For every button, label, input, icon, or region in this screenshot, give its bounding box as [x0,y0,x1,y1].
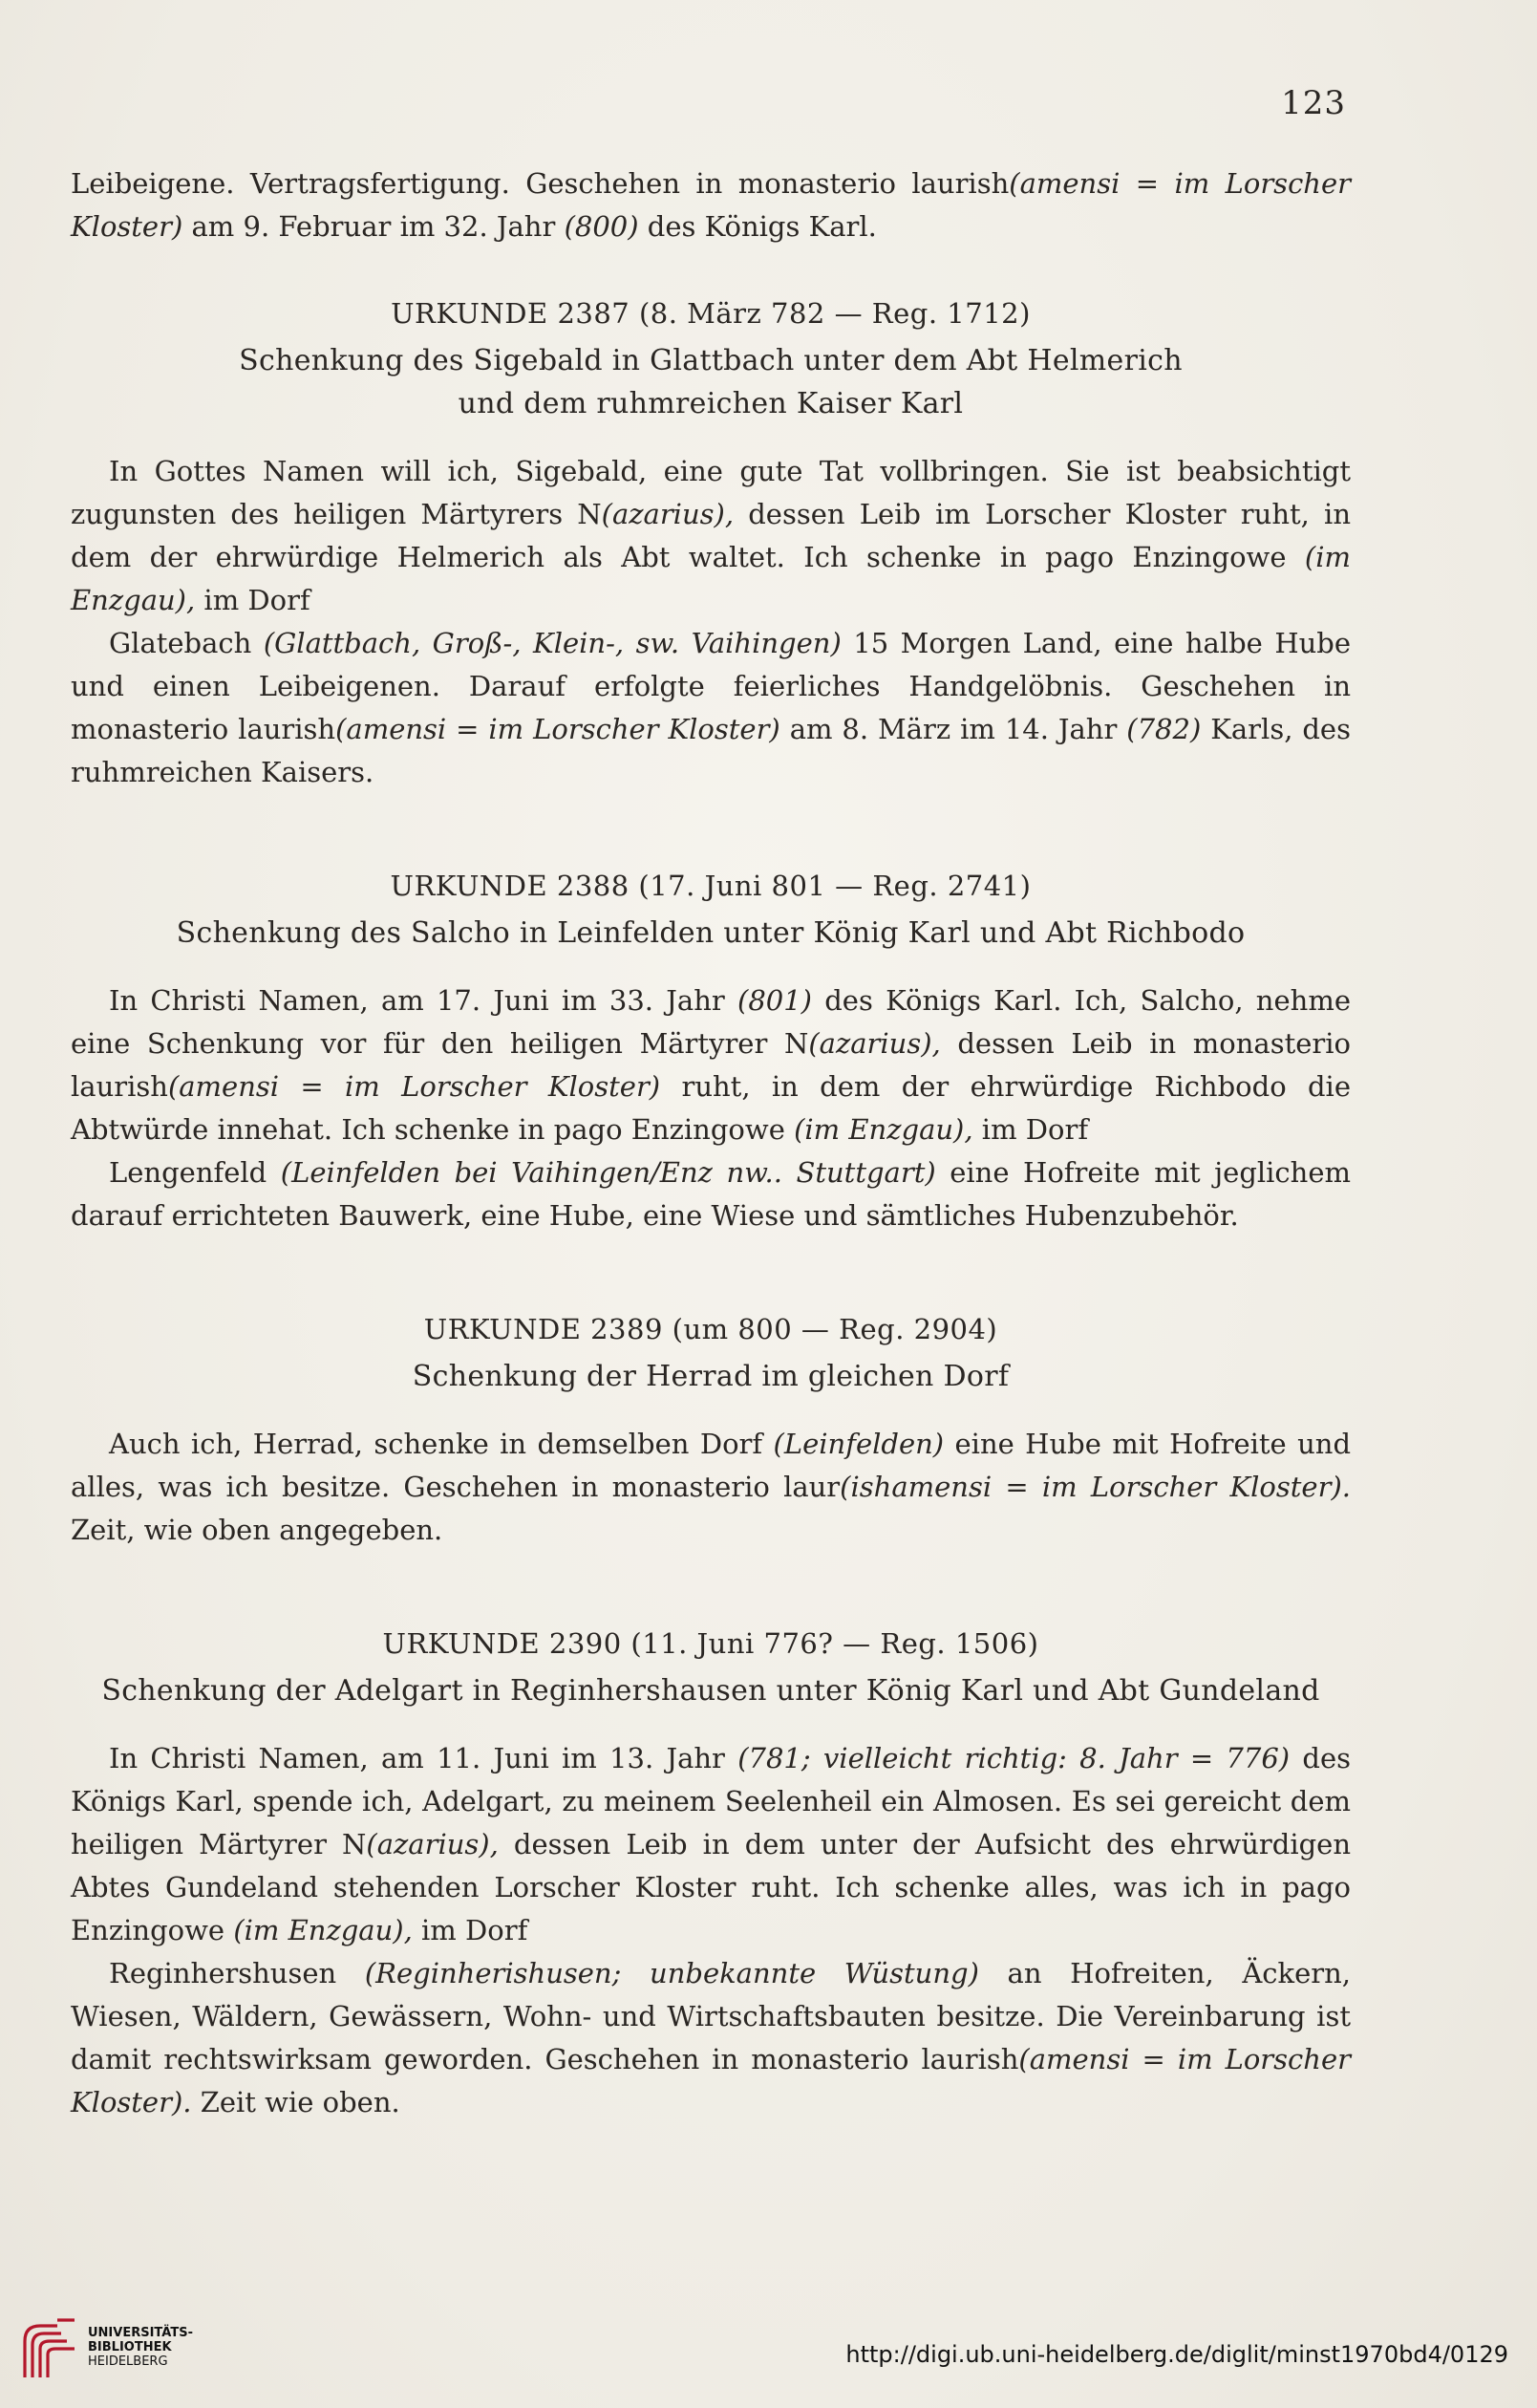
text-run: dessen Leib in dem unter der Aufsicht des ehrwürdigen Abtes Gundeland stehenden Lorscher Kloster ruht. Ich schenke alles, was ich in pago Enzingowe [71,1828,1352,1946]
text-run: eine Hofreite mit jeglichem darauf errichteten Bauwerk, eine Hube, eine Wiese und sämtliches Hubenzubehör. [71,1156,1352,1232]
text-run: 15 Morgen Land, eine halbe Hube und einen Leibeigenen. Darauf erfolgte feierliches Handgelöbnis. Geschehen in monasterio laurish [71,627,1352,745]
italic-annotation: (amensi = im Lorscher Kloster) [71,167,1352,243]
italic-annotation: (Reginherishusen; unbekannte Wüstung) [364,1957,979,1989]
text-run: In Christi Namen, am 11. Juni im 13. Jahr [109,1742,738,1774]
text-run: Karls, des ruhmreichen Kaisers. [71,713,1351,788]
charter-list [71,292,1351,2124]
text-run: dessen Leib in monasterio laurish [71,1027,1351,1103]
charter-paragraph [71,1952,1351,2124]
italic-annotation: (Leinfelden bei Vaihingen/Enz nw.. Stuttgart) [280,1156,936,1189]
text-run: am 8. März im 14. Jahr [779,713,1127,745]
charter-paragraph [71,622,1351,794]
charter-title-line: Schenkung der Herrad im gleichen Dorf [412,1360,1010,1393]
italic-annotation: (ishamensi = im Lorscher Kloster). [840,1471,1351,1503]
italic-annotation: (amensi = im Lorscher Kloster) [167,1070,661,1103]
italic-annotation: (801) [737,984,812,1017]
charter-paragraph [71,450,1351,622]
text-run: Lengenfeld [109,1156,281,1189]
source-url[interactable]: http://digi.ub.uni-heidelberg.de/diglit/minst1970bd4/0129 [845,2341,1508,2368]
italic-annotation: (800) [564,210,639,243]
library-logo-icon [19,2316,78,2379]
text-run: Zeit wie oben. [191,2086,400,2118]
library-name [88,2326,193,2369]
charter-paragraph [71,1423,1351,1552]
italic-annotation: (amensi = im Lorscher Kloster). [71,2043,1351,2118]
charter-title-line: Schenkung des Sigebald in Glattbach unter dem Abt Helmerich [239,344,1183,377]
intro-paragraph [71,162,1351,248]
charter-title-line: Schenkung des Salcho in Leinfelden unter König Karl und Abt Richbodo [176,916,1246,950]
text-run: eine Hube mit Hofreite und alles, was ich besitze. Geschehen in monasterio laur [71,1428,1352,1503]
italic-annotation: (im Enzgau), [71,541,1351,616]
library-name-line: BIBLIOTHEK [88,2340,172,2354]
footer [0,2293,1537,2408]
document-body [71,162,1351,2124]
text-run: des Königs Karl. [638,210,877,243]
charter-heading: URKUNDE 2389 (um 800 — Reg. 2904) [423,1313,998,1345]
text-run: am 9. Februar im 32. Jahr [182,210,565,243]
charter-heading: URKUNDE 2387 (8. März 782 — Reg. 1712) [391,297,1031,330]
text-run: ruht, in dem der ehrwürdige Richbodo die Abtwürde innehat. Ich schenke in pago Enzingowe [71,1070,1351,1146]
charter-section [71,292,1351,794]
charter-heading: URKUNDE 2390 (11. Juni 776? — Reg. 1506) [382,1627,1039,1660]
italic-annotation: (azarius), [601,498,735,530]
charter-title [71,912,1351,955]
text-run: im Dorf [195,584,310,616]
text-run: des Königs Karl. Ich, Salcho, nehme eine Schenkung vor für den heiligen Märtyrer N [71,984,1351,1060]
library-name-line: HEIDELBERG [88,2354,168,2369]
italic-annotation: (Leinfelden) [773,1428,945,1460]
italic-annotation: (amensi = im Lorscher Kloster) [335,713,780,745]
text-run: Reginhershusen [109,1957,365,1989]
text-run: im Dorf [412,1914,528,1946]
charter-section [71,1308,1351,1552]
charter-title-line: und dem ruhmreichen Kaiser Karl [458,387,964,420]
text-run: des Königs Karl, spende ich, Adelgart, zu meinem Seelenheil ein Almosen. Es sei gereicht dem heiligen Märtyrer N [71,1742,1351,1860]
page-number: 123 [1281,84,1346,122]
text-run: Glatebach [109,627,264,659]
charter-section [71,1623,1351,2124]
text-run: an Hofreiten, Äckern, Wiesen, Wäldern, Gewässern, Wohn- und Wirtschaftsbauten besitze. Die Vereinbarung ist damit rechtswirksam geworden. Geschehen in monasterio laurish [71,1957,1351,2075]
text-run: Zeit, wie oben angegeben. [71,1514,443,1546]
charter-title [71,1669,1351,1712]
library-name-line: UNIVERSITÄTS- [88,2326,193,2340]
italic-annotation: (im Enzgau), [233,1914,413,1946]
charter-title [71,339,1351,425]
italic-annotation: (781; vielleicht richtig: 8. Jahr = 776) [737,1742,1291,1774]
text-run: dessen Leib im Lorscher Kloster ruht, in dem der ehrwürdige Helmerich als Abt waltet. Ich schenke in pago Enzingowe [71,498,1351,573]
text-run: In Christi Namen, am 17. Juni im 33. Jahr [109,984,737,1017]
charter-section [71,865,1351,1237]
italic-annotation: (azarius), [808,1027,941,1060]
charter-title [71,1355,1351,1398]
text-run: im Dorf [972,1113,1089,1146]
charter-paragraph [71,1151,1351,1237]
italic-annotation: (im Enzgau), [794,1113,973,1146]
text-run: In Gottes Namen will ich, Sigebald, eine gute Tat vollbringen. Sie ist beabsichtigt zugunsten des heiligen Märtyrers N [71,455,1351,530]
charter-heading: URKUNDE 2388 (17. Juni 801 — Reg. 2741) [390,870,1032,902]
charter-title-line: Schenkung der Adelgart in Reginhershausen unter König Karl und Abt Gundeland [101,1674,1320,1708]
italic-annotation: (Glattbach, Groß-, Klein-, sw. Vaihingen) [263,627,842,659]
text-run: Auch ich, Herrad, schenke in demselben Dorf [109,1428,774,1460]
italic-annotation: (azarius), [366,1828,499,1860]
text-run: Leibeigene. Vertragsfertigung. Geschehen in monasterio laurish [71,167,1010,200]
charter-paragraph [71,1737,1351,1952]
charter-paragraph [71,979,1351,1151]
italic-annotation: (782) [1126,713,1202,745]
